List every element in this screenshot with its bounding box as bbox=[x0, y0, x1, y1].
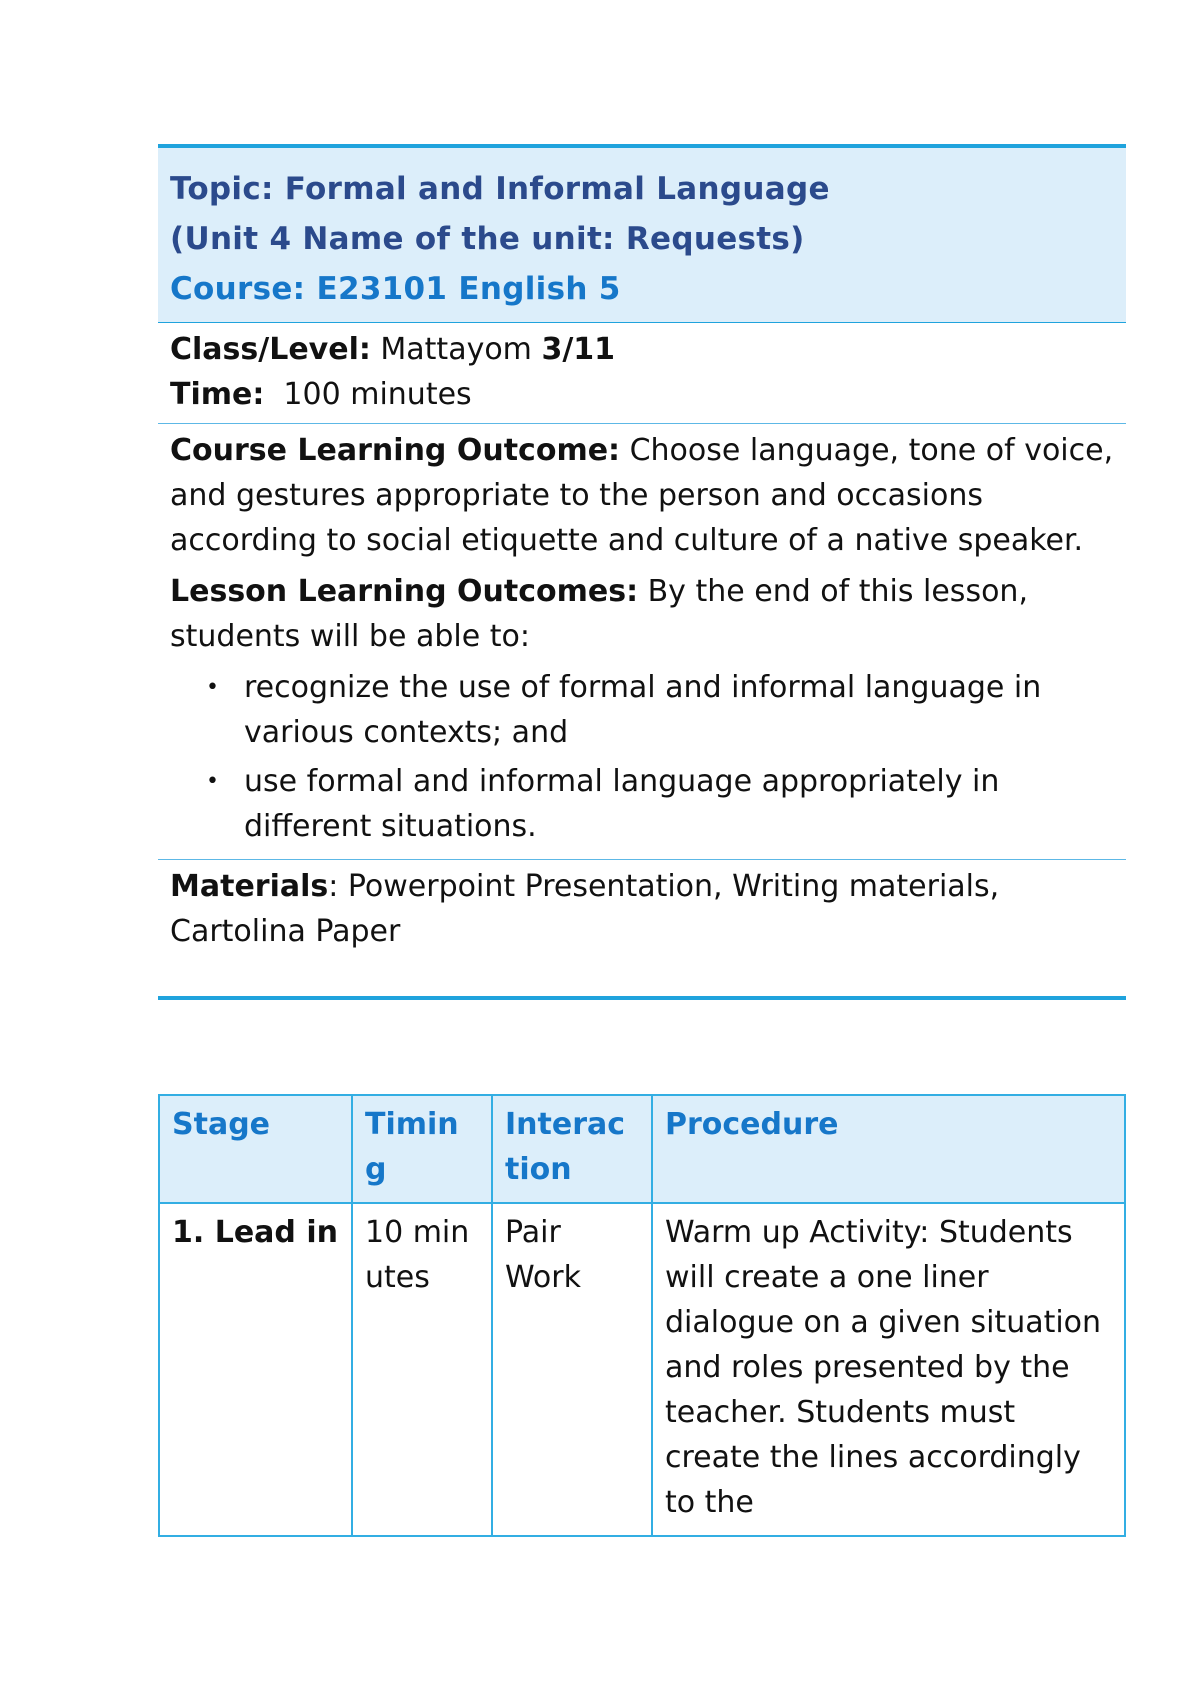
materials-line bbox=[170, 864, 1114, 954]
class-level-line bbox=[170, 327, 1114, 372]
time-label: Time: bbox=[170, 377, 265, 412]
header-box bbox=[158, 148, 1126, 323]
course-outcome-label: Course Learning Outcome: bbox=[170, 433, 621, 468]
lesson-outcomes bbox=[170, 569, 1114, 659]
header-procedure: Procedure bbox=[652, 1095, 1125, 1203]
time-line bbox=[170, 372, 1114, 417]
lesson-outcomes-text: By the end of this lesson, students will be able to: bbox=[170, 574, 1028, 654]
unit-title: (Unit 4 Name of the unit: Requests) bbox=[170, 221, 805, 257]
table-header-row bbox=[159, 1095, 1125, 1203]
outcomes-section bbox=[158, 424, 1126, 860]
topic-title: Topic: Formal and Informal Language bbox=[170, 171, 830, 207]
course-outcome-text: Choose language, tone of voice, and gestures appropriate to the person and occasions according to social etiquette and culture of a native speaker. bbox=[170, 433, 1114, 558]
class-level-label: Class/Level: bbox=[170, 332, 371, 367]
course-title: Course: E23101 English 5 bbox=[170, 271, 621, 307]
header-timing: Timing bbox=[352, 1095, 492, 1203]
time-value: 100 minutes bbox=[264, 377, 472, 412]
materials-section bbox=[158, 860, 1126, 996]
materials-text: : Powerpoint Presentation, Writing materials, Cartolina Paper bbox=[170, 869, 1000, 949]
class-level-value: Mattayom bbox=[370, 332, 542, 367]
lesson-outcomes-label: Lesson Learning Outcomes: bbox=[170, 574, 639, 609]
header-stage: Stage bbox=[159, 1095, 352, 1203]
course-outcome bbox=[170, 428, 1114, 563]
class-info-section bbox=[158, 323, 1126, 424]
class-level-number: 3/11 bbox=[541, 332, 616, 367]
procedure-table bbox=[158, 1094, 1126, 1537]
bottom-rule bbox=[158, 996, 1126, 1000]
header-interaction: Interaction bbox=[492, 1095, 652, 1203]
lesson-plan bbox=[158, 144, 1126, 1000]
cell-interaction: Pair Work bbox=[492, 1203, 652, 1536]
cell-timing: 10 minutes bbox=[352, 1203, 492, 1536]
outcomes-list bbox=[170, 665, 1114, 849]
list-item: • recognize the use of formal and informal language in various contexts; and bbox=[244, 665, 1114, 755]
cell-stage: 1. Lead in bbox=[159, 1203, 352, 1536]
table-row bbox=[159, 1203, 1125, 1536]
materials-label: Materials bbox=[170, 869, 329, 904]
list-item: • use formal and informal language appropriately in different situations. bbox=[244, 759, 1114, 849]
cell-procedure: Warm up Activity: Students will create a one liner dialogue on a given situation and roles presented by the teacher. Students must create the lines accordingly to the bbox=[652, 1203, 1125, 1536]
